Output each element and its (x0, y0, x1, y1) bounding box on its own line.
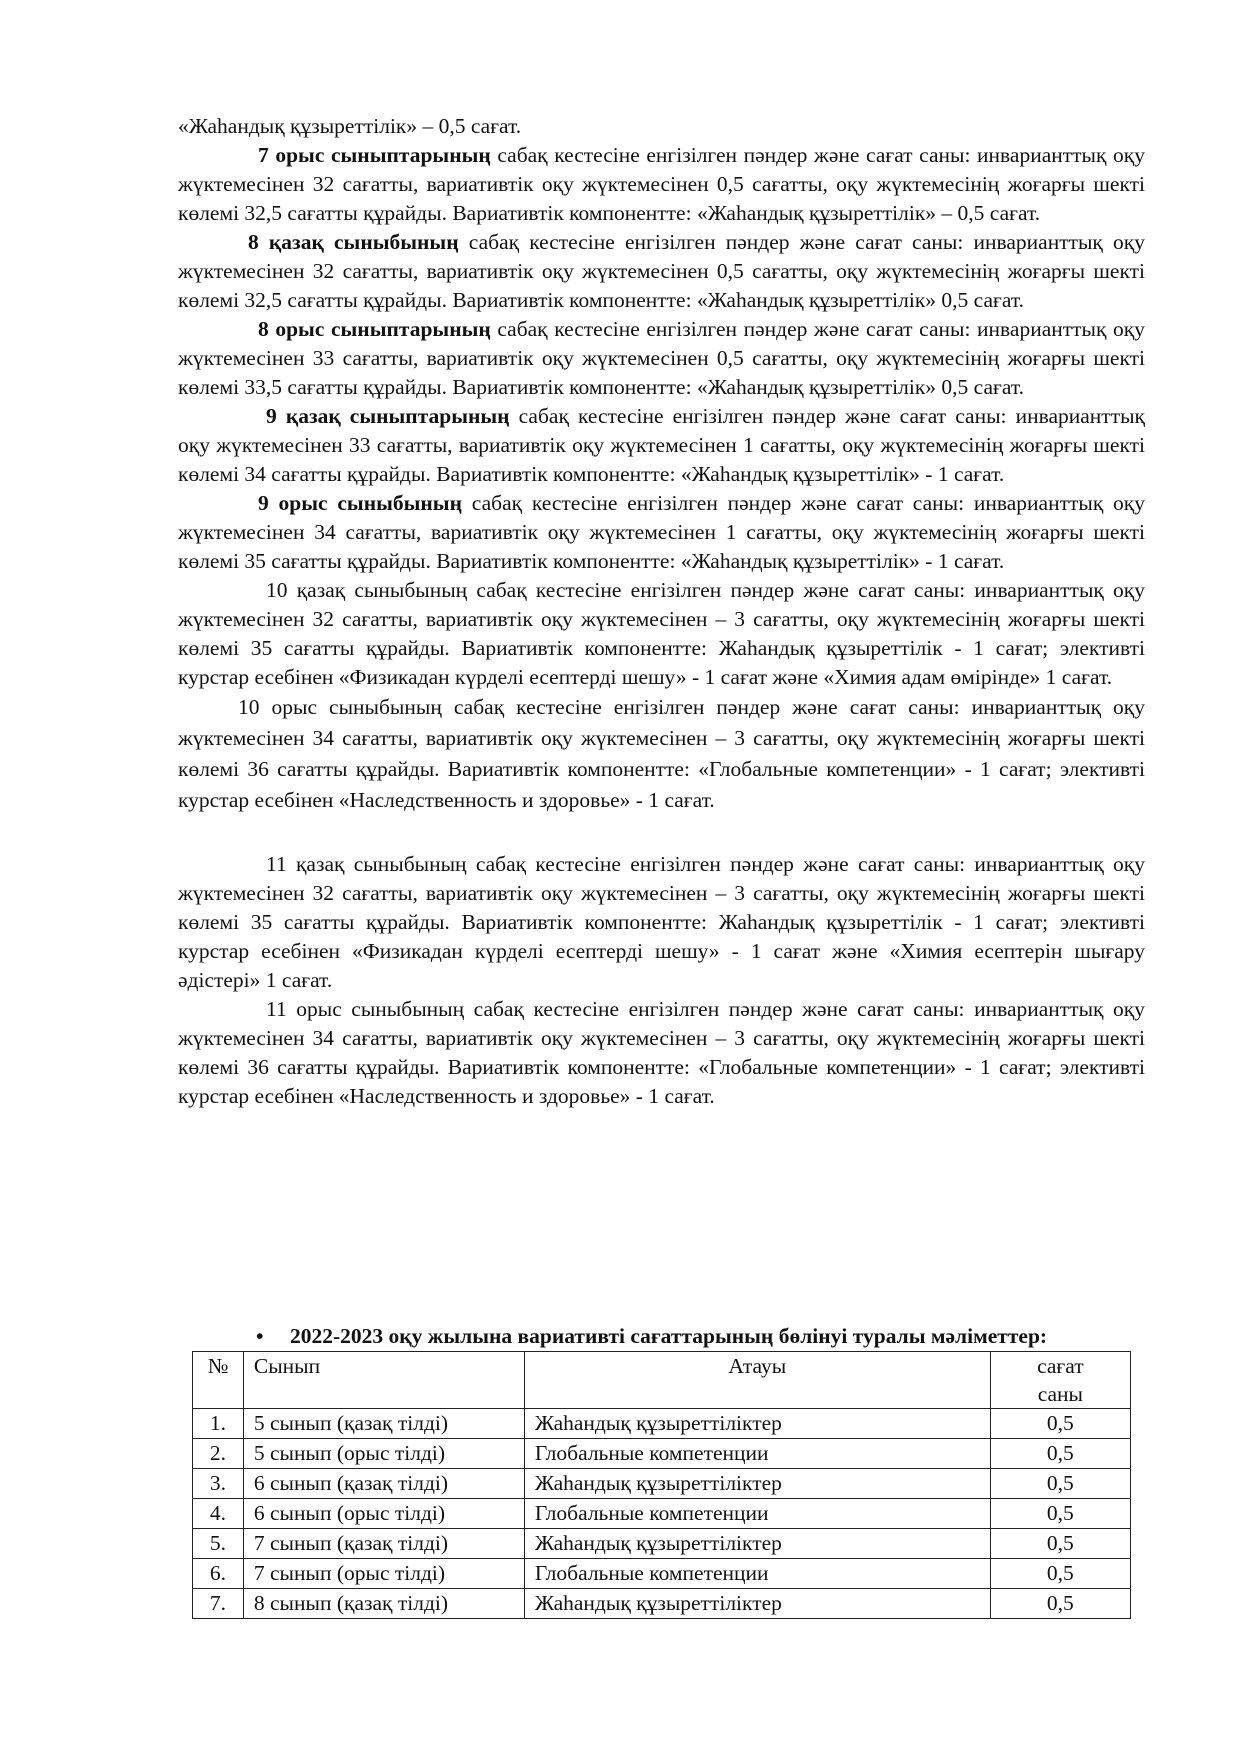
cell-hours: 0,5 (990, 1409, 1130, 1439)
paragraph-bold-lead: 7 орыс сыныптарының (258, 143, 491, 167)
table-row (193, 1589, 1131, 1619)
cell-hours: 0,5 (990, 1589, 1130, 1619)
header-hours (990, 1352, 1130, 1409)
cell-hours: 0,5 (990, 1469, 1130, 1499)
paragraph-bold-lead: 9 орыс сыныбының (258, 491, 462, 515)
cell-number: 6. (193, 1559, 244, 1589)
header-class: Сынып (243, 1352, 524, 1409)
paragraph-text: «Жаһандық құзыреттілік» – 0,5 сағат. (178, 114, 522, 138)
cell-name: Жаһандық құзыреттіліктер (524, 1589, 990, 1619)
cell-hours: 0,5 (990, 1559, 1130, 1589)
variative-hours-table (192, 1351, 1131, 1619)
cell-hours: 0,5 (990, 1439, 1130, 1469)
paragraph-8-russian (178, 315, 1145, 402)
bullet-icon: • (256, 1324, 264, 1348)
cell-hours: 0,5 (990, 1499, 1130, 1529)
header-hours-line1: сағат (1037, 1354, 1084, 1378)
section-heading (256, 1322, 1156, 1351)
paragraph-gap (178, 816, 1145, 850)
cell-class: 7 сынып (орыс тілді) (243, 1559, 524, 1589)
paragraph-text: 10 қазақ сыныбының сабақ кестесіне енгізілген пәндер және сағат саны: инварианттық оқу жүктемесінен 32 сағатты, вариативтік оқу жүктемесінен – 3 сағатты, оқу жүктемесінің жоғарғы шекті көлемі 35 сағатты құрайды. Вариативтік компонентте: Жаһандық құзыреттілік - 1 сағат; элективті курстар есебінен «Физикадан күрделі есептерді шешу» - 1 сағат және «Химия адам өмірінде» 1 сағат. (178, 578, 1145, 689)
table-row (193, 1469, 1131, 1499)
cell-class: 6 сынып (қазақ тілді) (243, 1469, 524, 1499)
cell-number: 5. (193, 1529, 244, 1559)
cell-name: Жаһандық құзыреттіліктер (524, 1529, 990, 1559)
cell-class: 5 сынып (қазақ тілді) (243, 1409, 524, 1439)
cell-name: Глобальные компетенции (524, 1559, 990, 1589)
paragraph-9-kazakh (178, 402, 1145, 489)
table-row (193, 1559, 1131, 1589)
cell-name: Жаһандық құзыреттіліктер (524, 1469, 990, 1499)
paragraph-text: 11 қазақ сыныбының сабақ кестесіне енгізілген пәндер және сағат саны: инварианттық оқу жүктемесінен 32 сағатты, вариативтік оқу жүктемесінен – 3 сағатты, оқу жүктемесінің жоғарғы шекті көлемі 35 сағатты құрайды. Вариативтік компонентте: Жаһандық құзыреттілік - 1 сағат; элективті курстар есебінен «Физикадан күрделі есептерді шешу» - 1 сағат және «Химия есептерін шығару әдістері» 1 сағат. (178, 852, 1145, 992)
cell-name: Глобальные компетенции (524, 1499, 990, 1529)
cell-number: 2. (193, 1439, 244, 1469)
paragraph-bold-lead: 9 қазақ сыныптарының (266, 404, 510, 428)
paragraph-10-russian (178, 692, 1145, 816)
paragraph-bold-lead: 8 қазақ сыныбының (248, 230, 459, 254)
paragraph-11-kazakh (178, 850, 1145, 995)
paragraph-text: сабақ кестесіне енгізілген пәндер және сағат саны: инварианттық оқу жүктемесінен 34 сағатты, вариативтік оқу жүктемесінен 1 сағатты, оқу жүктемесінің жоғарғы шекті көлемі 35 сағатты құрайды. Вариативтік компонентте: «Жаһандық құзыреттілік» - 1 сағат. (178, 491, 1146, 573)
cell-hours: 0,5 (990, 1529, 1130, 1559)
paragraph-bold-lead: 8 орыс сыныптарының (258, 317, 491, 341)
header-number: № (193, 1352, 244, 1409)
header-name: Атауы (524, 1352, 990, 1409)
paragraph-11-russian (178, 995, 1145, 1111)
cell-number: 3. (193, 1469, 244, 1499)
cell-number: 1. (193, 1409, 244, 1439)
cell-number: 4. (193, 1499, 244, 1529)
cell-class: 7 сынып (қазақ тілді) (243, 1529, 524, 1559)
cell-class: 5 сынып (орыс тілді) (243, 1439, 524, 1469)
header-hours-line2: саны (1037, 1382, 1084, 1406)
paragraph-text: сабақ кестесіне енгізілген пәндер және сағат саны: инварианттық оқу жүктемесінен 32 сағатты, вариативтік оқу жүктемесінен 0,5 сағатты, оқу жүктемесінің жоғарғы шекті көлемі 32,5 сағатты құрайды. Вариативтік компонентте: «Жаһандық құзыреттілік» – 0,5 сағат. (178, 143, 1145, 225)
cell-name: Жаһандық құзыреттіліктер (524, 1409, 990, 1439)
paragraph-text: 11 орыс сыныбының сабақ кестесіне енгізілген пәндер және сағат саны: инварианттық оқу жүктемесінен 34 сағатты, вариативтік оқу жүктемесінен – 3 сағатты, оқу жүктемесінің жоғарғы шекті көлемі 36 сағатты құрайды. Вариативтік компонентте: «Глобальные компетенции» - 1 сағат; элективті курстар есебінен «Наследственность и здоровье» - 1 сағат. (178, 997, 1145, 1108)
table-row (193, 1439, 1131, 1469)
cell-name: Глобальные компетенции (524, 1439, 990, 1469)
heading-text: 2022-2023 оқу жылына вариативті сағаттарының бөлінуі туралы мәліметтер: (290, 1324, 1048, 1348)
table-header-row (193, 1352, 1131, 1409)
table-row (193, 1409, 1131, 1439)
cell-number: 7. (193, 1589, 244, 1619)
paragraph-7-kazakh-tail (178, 112, 1145, 141)
table-row (193, 1499, 1131, 1529)
paragraph-text: 10 орыс сыныбының сабақ кестесіне енгізілген пәндер және сағат саны: инварианттық оқу жүктемесінен 34 сағатты, вариативтік оқу жүктемесінен – 3 сағатты, оқу жүктемесінің жоғарғы шекті көлемі 36 сағатты құрайды. Вариативтік компонентте: «Глобальные компетенции» - 1 сағат; элективті курстар есебінен «Наследственность и здоровье» - 1 сағат. (178, 695, 1145, 812)
paragraph-8-kazakh (178, 228, 1145, 315)
cell-class: 6 сынып (орыс тілді) (243, 1499, 524, 1529)
paragraph-text: сабақ кестесіне енгізілген пәндер және сағат саны: инварианттық оқу жүктемесінен 32 сағатты, вариативтік оқу жүктемесінен 0,5 сағатты, оқу жүктемесінің жоғарғы шекті көлемі 32,5 сағатты құрайды. Вариативтік компонентте: «Жаһандық құзыреттілік» 0,5 сағат. (178, 230, 1145, 312)
paragraph-7-russian (178, 141, 1145, 228)
table-row (193, 1529, 1131, 1559)
paragraph-text: сабақ кестесіне енгізілген пәндер және сағат саны: инварианттық оқу жүктемесінен 33 сағатты, вариативтік оқу жүктемесінен 1 сағатты, оқу жүктемесінің жоғарғы шекті көлемі 34 сағатты құрайды. Вариативтік компонентте: «Жаһандық құзыреттілік» - 1 сағат. (178, 404, 1145, 486)
paragraph-10-kazakh (178, 576, 1145, 692)
document-body (178, 112, 1145, 1111)
paragraph-text: сабақ кестесіне енгізілген пәндер және сағат саны: инварианттық оқу жүктемесінен 33 сағатты, вариативтік оқу жүктемесінен 0,5 сағатты, оқу жүктемесінің жоғарғы шекті көлемі 33,5 сағатты құрайды. Вариативтік компонентте: «Жаһандық құзыреттілік» 0,5 сағат. (178, 317, 1145, 399)
cell-class: 8 сынып (қазақ тілді) (243, 1589, 524, 1619)
paragraph-9-russian (178, 489, 1145, 576)
